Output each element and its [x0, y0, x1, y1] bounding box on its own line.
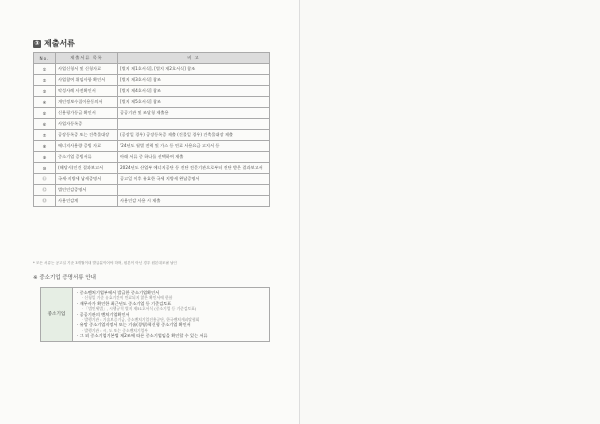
header-remark: 비 고: [118, 53, 270, 64]
row-doc: (해당시)인건 결과보고서: [56, 163, 118, 174]
row-remark: [별지 제1호서식], [별지 제2호서식] 참조: [118, 64, 270, 75]
row-number: ①: [34, 64, 56, 75]
row-number: ③: [34, 86, 56, 97]
row-doc: 법인인감증명서: [56, 185, 118, 196]
cert-item: · 공공기관의 벤처기업확인서: [77, 311, 130, 317]
cert-label: 중소기업: [41, 288, 73, 341]
table-body: [34, 64, 270, 207]
row-number: ⑨: [34, 152, 56, 163]
cert-item: · 그 외 중소기업기본법 제2조에 따른 중소기업임을 확인할 수 있는 서류: [77, 333, 208, 339]
cert-item: · 발행기관 : 시, 도 또는 중소벤처기업부: [82, 327, 148, 333]
table-row: [34, 163, 270, 174]
table-row: [34, 185, 270, 196]
row-remark: [118, 185, 270, 196]
row-remark: [별지 제4호서식] 참조: [118, 86, 270, 97]
row-doc: 에너지사용량 증빙 자료: [56, 141, 118, 152]
table-header-row: [34, 53, 270, 64]
row-number: ②: [34, 75, 56, 86]
table-row: [34, 141, 270, 152]
row-doc: 사용인감계: [56, 196, 118, 207]
cert-box: [40, 287, 270, 342]
row-remark: 사용인감 사용 시 제출: [118, 196, 270, 207]
row-remark: 2024년도 산업부 에너지공단 등 진단 전문기관으로부터 진단 받은 결과보고서: [118, 163, 270, 174]
row-number: ⑬: [34, 196, 56, 207]
heading-title: 제출서류: [44, 39, 75, 48]
row-number: ⑩: [34, 163, 56, 174]
row-number: ④: [34, 97, 56, 108]
table-row: [34, 119, 270, 130]
table-row: [34, 108, 270, 119]
documents-table: [33, 52, 270, 207]
cert-title: ※ 중소기업 증명서류 안내: [33, 275, 96, 281]
cert-item: · 「법인세법」, 시행규칙 별지 제51호서식 (중소기업 등 기준검토표): [82, 306, 197, 312]
row-doc: 공장등록증 또는 건축물대장: [56, 130, 118, 141]
table-row: [34, 64, 270, 75]
row-remark: (공장일 경우) 공장등록증 제출 (건물일 경우) 건축물대장 제출: [118, 130, 270, 141]
table-row: [34, 86, 270, 97]
row-remark: '24년도 월별 전력 및 가스 등 연료 사용요금 고지서 등: [118, 141, 270, 152]
row-remark: [별지 제5호서식] 참조: [118, 97, 270, 108]
row-number: ⑪: [34, 174, 56, 185]
cert-item: · 재무사가 확인한 최근년도 중소기업 등 기준검토표: [77, 300, 172, 306]
row-remark: [118, 119, 270, 130]
heading-number: ③: [34, 40, 40, 47]
cert-item: · 유망 중소기업지정서 또는 기술(경영)혁신형 중소기업 확인서: [77, 322, 191, 328]
table-row: [34, 97, 270, 108]
row-doc: 사업신청서 및 신청자료: [56, 64, 118, 75]
row-remark: 아래 서류 중 하나를 선택하여 제출: [118, 152, 270, 163]
row-number: ⑦: [34, 130, 56, 141]
row-remark: [별지 제3호서식] 참조: [118, 75, 270, 86]
row-doc: 사업자등록증: [56, 119, 118, 130]
cert-item: · 중소벤처기업부에서 발급한 중소기업확인서: [77, 290, 160, 295]
row-doc: 사업참여 위임사항 확인서: [56, 75, 118, 86]
row-doc: 악성사례 사전확인서: [56, 86, 118, 97]
cert-list: [73, 288, 269, 341]
table-row: [34, 130, 270, 141]
row-doc: 중소기업 증빙서류: [56, 152, 118, 163]
submission-heading: [33, 38, 75, 49]
row-remark: 공공기관 및 조달청 제출용: [118, 108, 270, 119]
row-number: ⑫: [34, 185, 56, 196]
row-number: ⑥: [34, 119, 56, 130]
row-number: ⑧: [34, 141, 56, 152]
cert-item: · 신청일 기준 유효기간이 만료되지 않은 확인서에 한함: [82, 295, 173, 301]
row-number: ⑤: [34, 108, 56, 119]
row-remark: 공고일 이후 유효한 국세 지방세 완납증명서: [118, 174, 270, 185]
header-docs: 제출서류 목록: [56, 53, 118, 64]
right-page: [300, 0, 600, 424]
cert-item: · 발행기관 : 기술보증기금, 중소벤처기업진흥공단, 한국벤처캐피탈협회: [82, 317, 200, 323]
row-doc: 신용평가등급 확인서: [56, 108, 118, 119]
table-note: * 모든 서류는 공고일 기준 3개월이내 발급분이어야 하며, 원본이 아닌 경우 원본대조필 날인: [33, 261, 177, 265]
row-doc: 국세·지방세 납세증명서: [56, 174, 118, 185]
row-doc: 개인정보수집이용동의서: [56, 97, 118, 108]
header-no: No.: [34, 53, 56, 64]
table-row: [34, 196, 270, 207]
table-row: [34, 152, 270, 163]
table-row: [34, 174, 270, 185]
table-row: [34, 75, 270, 86]
